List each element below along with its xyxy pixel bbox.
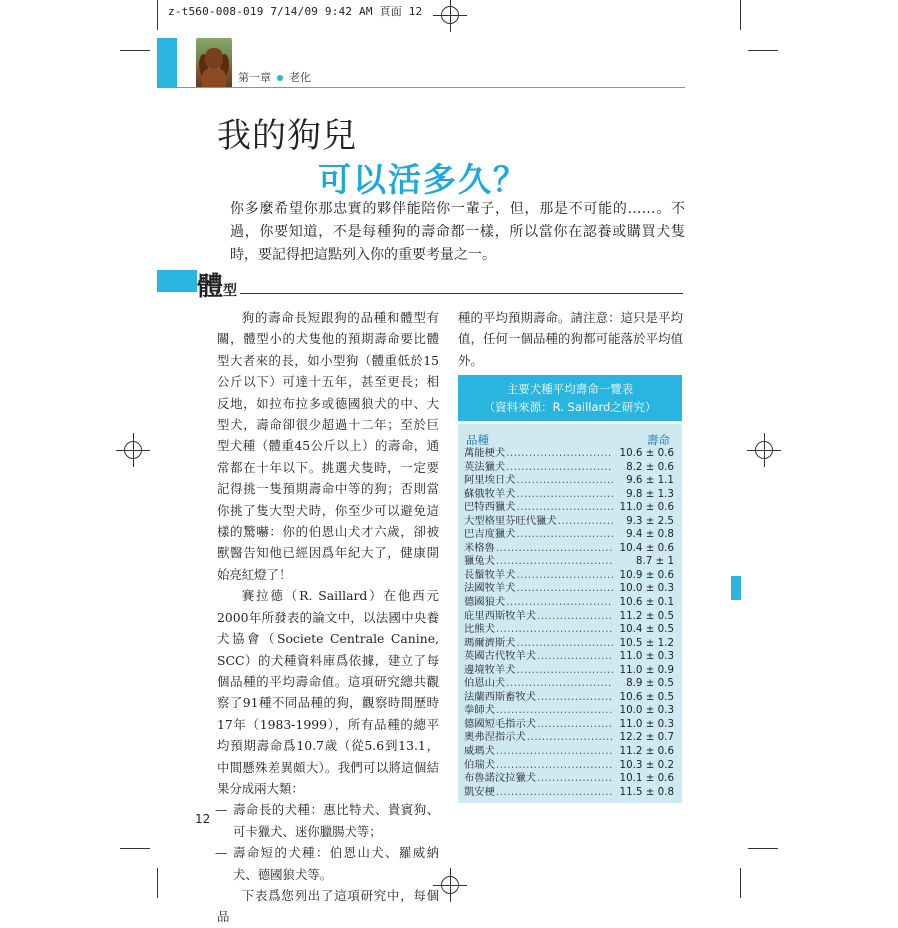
table-header (458, 375, 682, 421)
crop-mark (748, 848, 778, 849)
table-title: 主要犬種平均壽命一覽表 (506, 382, 634, 396)
table-row (464, 542, 674, 556)
section-rule (240, 293, 683, 294)
breed-name: 法國牧羊犬 (464, 582, 516, 595)
page-number: 12 (195, 812, 211, 826)
dot-leader (516, 582, 613, 596)
table-row (464, 488, 674, 502)
dot-leader (496, 555, 613, 569)
breed-name: 奧弗涅指示犬 (464, 731, 526, 744)
body-paragraph: 狗的壽命長短跟狗的品種和體型有關，體型小的犬隻他的預期壽命要比體型大者來的長，如小型狗（體重低於15公斤以下）可達十五年，甚至更長；相反地，如拉布拉多或德國狼犬的中、大型犬，壽命卻很少超過十二年；至於巨型犬種（體重45公斤以上）的壽命，通常都在十年以下。挑選犬隻時，一定要記得挑一隻預期壽命中等的狗；否則當你挑了隻大型犬時，你至少可以避免這樣的驚嚇：你的伯恩山犬才六歲，卻被獸醫告知他已經因爲年紀大了，健康開始亮紅燈了！ (217, 310, 439, 582)
chapter-topic: 老化 (289, 71, 311, 84)
registration-mark-top (441, 6, 459, 24)
dot-leader (537, 718, 613, 732)
table-row (464, 569, 674, 583)
column-header-lifespan: 壽命 (647, 433, 670, 447)
lifespan-table (464, 432, 674, 799)
dot-leader (558, 515, 613, 529)
breed-name: 凱安梗 (464, 785, 495, 798)
breed-name: 伯瑞犬 (464, 758, 495, 771)
dot-leader (506, 677, 613, 691)
chapter-header (157, 63, 685, 88)
dog-photo (196, 38, 232, 88)
lifespan-value: 11.0 ± 0.3 (619, 717, 674, 730)
table-row (464, 786, 674, 800)
breed-name: 瑪爾濟斯犬 (464, 636, 516, 649)
dot-leader (496, 623, 613, 637)
dot-leader (516, 664, 613, 678)
body-paragraph: 賽拉德（R. Saillard）在他西元2000年所發表的論文中，以法國中央養犬協會（Societe Centrale Canine, SCC）的犬種資料庫爲依據，建立了每個品種的平均壽命值。這項研究總共觀察了91種不同品種的狗，觀察時間歷時17年（1983-1999），所有品種的總平均預期壽命爲10.7歲（從5.6到13.1，中間懸殊差異頗大）。我們可以將這個結果分成兩大類： (217, 588, 439, 796)
table-source: （資料來源：R. Saillard之研究） (483, 400, 657, 414)
table-row (464, 731, 674, 745)
table-column-headers (464, 432, 674, 447)
dot-leader (516, 528, 613, 542)
breed-name: 拳師犬 (464, 704, 495, 717)
breed-name: 德國狼犬 (464, 596, 506, 609)
dot-leader (496, 704, 613, 718)
table-row (464, 555, 674, 569)
crop-mark (157, 868, 158, 898)
dot-leader (496, 542, 613, 556)
dot-leader (537, 610, 613, 624)
header-rule (157, 87, 685, 88)
lifespan-value: 11.2 ± 0.6 (619, 745, 674, 758)
dot-leader (506, 461, 613, 475)
lifespan-value: 10.0 ± 0.3 (619, 582, 674, 595)
breed-name: 阿里埃日犬 (464, 474, 516, 487)
table-row (464, 515, 674, 529)
chapter-header-accent (157, 38, 177, 88)
lifespan-value: 10.3 ± 0.2 (619, 758, 674, 771)
table-row (464, 528, 674, 542)
dot-leader (496, 759, 613, 773)
registration-mark-right (755, 441, 773, 459)
table-row (464, 691, 674, 705)
bullet-dot-icon (277, 75, 283, 81)
lifespan-value: 10.6 ± 0.1 (619, 596, 674, 609)
dot-leader (537, 772, 613, 786)
lifespan-value: 9.3 ± 2.5 (626, 514, 674, 527)
table-row (464, 501, 674, 515)
lifespan-value: 10.4 ± 0.5 (619, 623, 674, 636)
dot-leader (496, 786, 613, 800)
breed-name: 萬能梗犬 (464, 447, 506, 459)
lifespan-value: 8.9 ± 0.5 (626, 677, 674, 690)
breed-name: 巴特西獵犬 (464, 501, 516, 514)
list-item: — 壽命短的犬種：伯恩山犬、羅威納犬、德國狼犬等。 (217, 842, 439, 885)
body-column-right (458, 307, 683, 371)
table-rows (464, 447, 674, 799)
table-row (464, 461, 674, 475)
page-title: 我的狗兒 (217, 116, 357, 156)
body-column-left (217, 307, 439, 928)
section-heading-small: 型 (223, 283, 238, 299)
column-header-breed: 品種 (466, 433, 489, 447)
page-subtitle: 可以活多久？ (318, 160, 528, 199)
crop-mark (748, 50, 778, 51)
lifespan-value: 10.6 ± 0.6 (619, 447, 674, 459)
body-paragraph: 下表爲您列出了這項研究中，每個品 (217, 887, 439, 925)
lifespan-value: 11.2 ± 0.5 (619, 609, 674, 622)
breed-name: 英法獵犬 (464, 460, 506, 473)
dot-leader (516, 637, 613, 651)
breed-name: 蘇俄牧羊犬 (464, 487, 516, 500)
section-accent-bar (157, 270, 197, 292)
chapter-number: 第一章 (238, 71, 271, 84)
breed-name: 比熊犬 (464, 623, 495, 636)
table-row (464, 745, 674, 759)
breed-name: 庇里西斯牧羊犬 (464, 609, 537, 622)
dot-leader (537, 650, 613, 664)
table-row (464, 610, 674, 624)
lifespan-value: 10.6 ± 0.5 (619, 690, 674, 703)
breed-name: 巴吉度獵犬 (464, 528, 516, 541)
lifespan-value: 8.7 ± 1 (635, 555, 674, 568)
registration-mark-left (124, 441, 142, 459)
lifespan-value: 10.9 ± 0.6 (619, 568, 674, 581)
lifespan-value: 8.2 ± 0.6 (626, 460, 674, 473)
dot-leader (506, 447, 613, 461)
table-row (464, 650, 674, 664)
table-row (464, 759, 674, 773)
lifespan-value: 10.1 ± 0.6 (619, 772, 674, 785)
table-row (464, 623, 674, 637)
body-paragraph: 種的平均預期壽命。請注意：這只是平均值，任何一個品種的狗都可能落於平均值外。 (458, 310, 683, 368)
breed-name: 大型格里芬旺代獵犬 (464, 514, 557, 527)
lifespan-value: 9.6 ± 1.1 (626, 474, 674, 487)
crop-mark (120, 50, 150, 51)
table-row (464, 474, 674, 488)
breed-name: 獵兔犬 (464, 555, 495, 568)
lifespan-value: 10.4 ± 0.6 (619, 541, 674, 554)
lifespan-value: 11.5 ± 0.8 (619, 785, 674, 798)
list-item: — 壽命長的犬種：惠比特犬、貴賓狗、可卡獵犬、迷你臘腸犬等； (217, 799, 439, 842)
registration-mark-bottom (441, 876, 459, 894)
lifespan-value: 10.0 ± 0.3 (619, 704, 674, 717)
crop-mark (740, 0, 741, 30)
lifespan-value: 11.0 ± 0.3 (619, 650, 674, 663)
table-row (464, 447, 674, 461)
lifespan-value: 11.0 ± 0.9 (619, 663, 674, 676)
dot-leader (496, 745, 613, 759)
breed-name: 威瑪犬 (464, 745, 495, 758)
dot-leader (516, 488, 613, 502)
crop-mark (157, 0, 158, 30)
page-tab-marker (731, 576, 741, 600)
print-slug: z-t560-008-019 7/14/09 9:42 AM 頁面 12 (168, 5, 423, 18)
table-row (464, 596, 674, 610)
table-row (464, 637, 674, 651)
breed-name: 米格魯 (464, 541, 495, 554)
table-row (464, 718, 674, 732)
breed-name: 伯恩山犬 (464, 677, 506, 690)
crop-mark (120, 848, 150, 849)
chapter-label (238, 69, 311, 85)
crop-mark (740, 868, 741, 898)
breed-name: 長鬚牧羊犬 (464, 568, 516, 581)
lifespan-value: 11.0 ± 0.6 (619, 501, 674, 514)
breed-name: 德國短毛指示犬 (464, 717, 537, 730)
section-heading-big: 體 (197, 272, 224, 302)
lifespan-value: 9.8 ± 1.3 (626, 487, 674, 500)
table-row (464, 772, 674, 786)
section-heading (197, 266, 237, 303)
breed-name: 法蘭西斯畜牧犬 (464, 690, 537, 703)
lifespan-value: 9.4 ± 0.8 (626, 528, 674, 541)
intro-paragraph: 你多麼希望你那忠實的夥伴能陪你一輩子，但，那是不可能的……。不過，你要知道，不是每種狗的壽命都一樣，所以當你在認養或購買犬隻時，要記得把這點列入你的重要考量之一。 (230, 201, 685, 263)
dot-leader (516, 474, 613, 488)
breed-name: 邊境牧羊犬 (464, 663, 516, 676)
lifespan-value: 12.2 ± 0.7 (619, 731, 674, 744)
dot-leader (527, 731, 613, 745)
table-row (464, 664, 674, 678)
dot-leader (516, 501, 613, 515)
lifespan-value: 10.5 ± 1.2 (619, 636, 674, 649)
table-row (464, 677, 674, 691)
dot-leader (516, 569, 613, 583)
breed-name: 布魯諾汶拉獵犬 (464, 772, 537, 785)
breed-name: 英國古代牧羊犬 (464, 650, 537, 663)
dot-leader (537, 691, 613, 705)
dot-leader (506, 596, 613, 610)
table-row (464, 582, 674, 596)
table-row (464, 704, 674, 718)
